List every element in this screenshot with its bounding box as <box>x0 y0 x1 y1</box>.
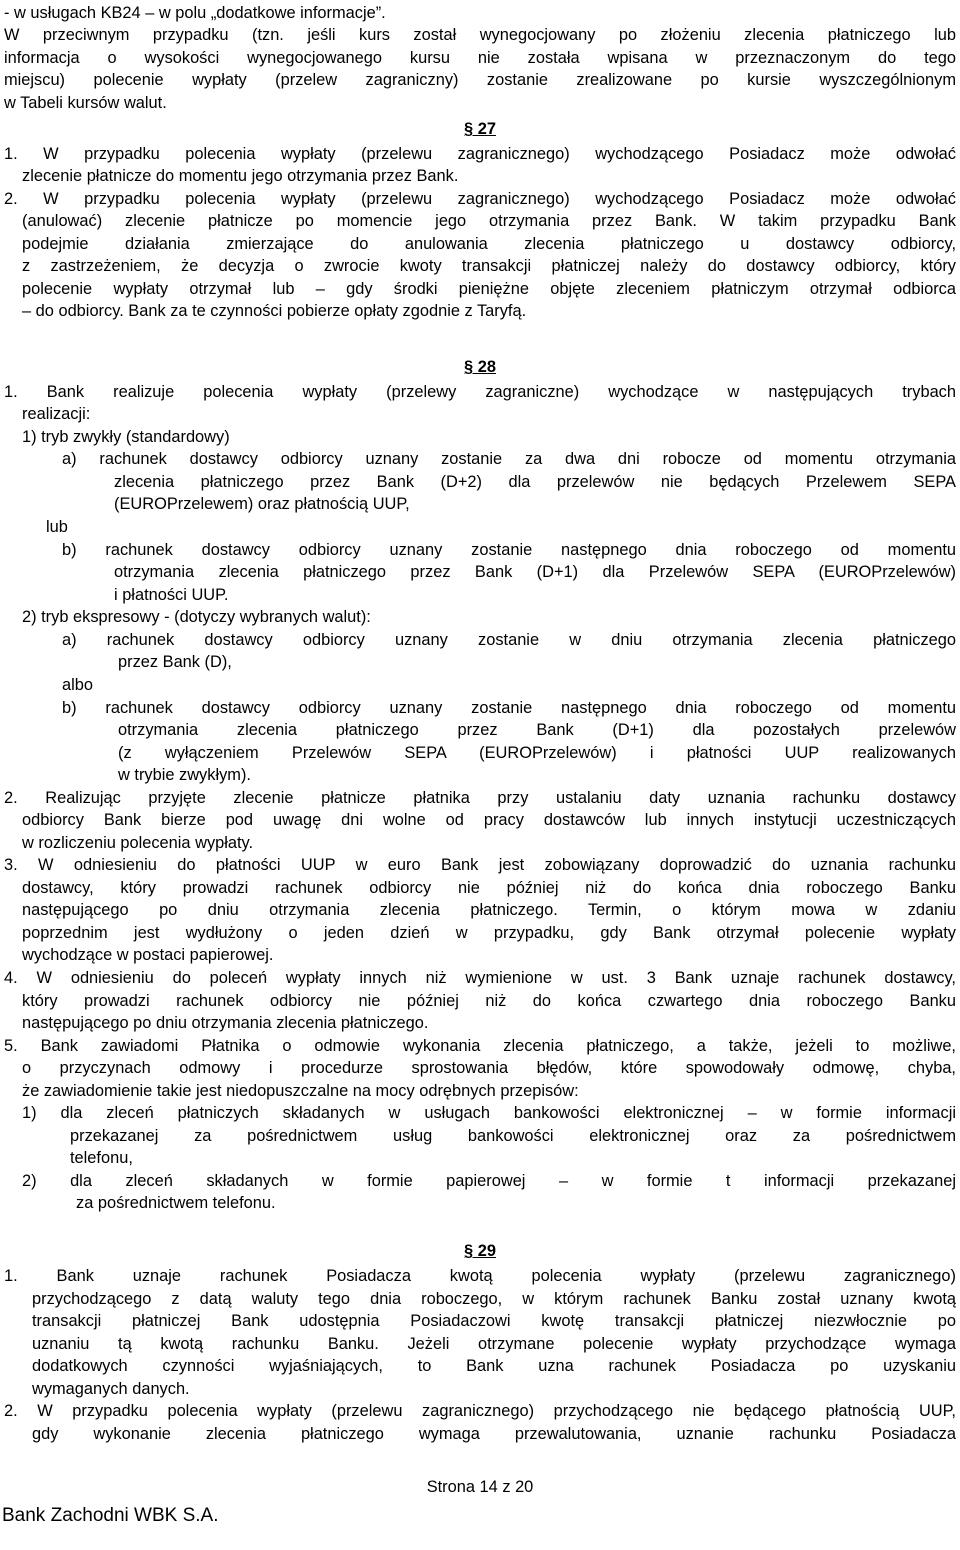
list-item: b) rachunek dostawcy odbiorcy uznany zostanie następnego dnia roboczego od momentu <box>62 699 956 717</box>
paragraph-line: 1. Bank realizuje polecenia wypłaty (przelewy zagraniczne) wychodzące w następujących trybach <box>4 383 956 401</box>
paragraph-line: który prowadzi rachunek odbiorcy nie później niż do końca czwartego dnia roboczego Banku <box>22 992 956 1010</box>
paragraph-line: – do odbiorcy. Bank za te czynności pobierze opłaty zgodnie z Taryfą. <box>22 302 527 320</box>
connector-word: albo <box>62 676 93 694</box>
bank-name: Bank Zachodni WBK S.A. <box>2 1505 219 1526</box>
page-number: Strona 14 z 20 <box>426 1478 534 1496</box>
paragraph-line: wymaganych danych. <box>32 1380 190 1398</box>
paragraph-line: 1. Bank uznaje rachunek Posiadacza kwotą polecenia wypłaty (przelewu zagranicznego) <box>4 1267 956 1285</box>
list-item: a) rachunek dostawcy odbiorcy uznany zostanie za dwa dni robocze od momentu otrzymania <box>62 450 956 468</box>
section-heading-28: § 28 <box>464 358 496 376</box>
list-item: 2) dla zleceń składanych w formie papierowej – w formie t informacji przekazanej <box>22 1172 956 1190</box>
paragraph-line: 2. Realizując przyjęte zlecenie płatnicze płatnika przy ustalaniu daty uznania rachunku dostawcy <box>4 789 956 807</box>
paragraph-line: odbiorcy Bank bierze pod uwagę dni wolne od pracy dostawców lub innych instytucji uczestniczących <box>22 811 956 829</box>
paragraph-line: transakcji płatniczej Bank udostępnia Posiadaczowi kwotę transakcji płatniczej niezwłocznie po <box>32 1312 956 1330</box>
list-item: telefonu, <box>70 1149 133 1167</box>
paragraph-line: 5. Bank zawiadomi Płatnika o odmowie wykonania zlecenia płatniczego, a także, jeżeli to możliwe, <box>4 1037 956 1055</box>
paragraph-line: zlecenie płatnicze do momentu jego otrzymania przez Bank. <box>22 167 459 185</box>
section-heading-29: § 29 <box>464 1242 496 1260</box>
list-item: 1) tryb zwykły (standardowy) <box>22 428 230 446</box>
list-item: 2) tryb ekspresowy - (dotyczy wybranych walut): <box>22 608 371 626</box>
paragraph-line: gdy wykonanie zlecenia płatniczego wymaga przewalutowania, uznanie rachunku Posiadacza <box>32 1425 956 1443</box>
paragraph-line: przychodzącego z datą waluty tego dnia roboczego, w którym rachunek Banku został uznany kwotą <box>32 1290 956 1308</box>
paragraph-line: dodatkowych czynności wyjaśniających, to Bank uzna rachunek Posiadacza po uzyskaniu <box>32 1357 956 1375</box>
paragraph-line: z zastrzeżeniem, że decyzja o zwrocie kwoty transakcji płatniczej należy do dostawcy odbiorcy, który <box>22 257 956 275</box>
list-item: za pośrednictwem telefonu. <box>76 1194 276 1212</box>
list-item: (EUROPrzelewem) oraz płatnością UUP, <box>114 495 410 513</box>
paragraph-line: 2. W przypadku polecenia wypłaty (przelewu zagranicznego) przychodzącego nie będącego płatnością UUP, <box>4 1402 956 1420</box>
list-item: przez Bank (D), <box>118 653 232 671</box>
intro-line: w Tabeli kursów walut. <box>4 94 167 112</box>
list-item: otrzymania zlecenia płatniczego przez Bank (D+1) dla pozostałych przelewów <box>118 721 956 739</box>
section-heading-27: § 27 <box>464 120 496 138</box>
list-item: 1) dla zleceń płatniczych składanych w usługach bankowości elektronicznej – w formie informacji <box>22 1104 956 1122</box>
list-item: (z wyłączeniem Przelewów SEPA (EUROPrzelewów) i płatności UUP realizowanych <box>118 744 956 762</box>
paragraph-line: 1. W przypadku polecenia wypłaty (przelewu zagranicznego) wychodzącego Posiadacz może odwołać <box>4 145 956 163</box>
list-item: w trybie zwykłym). <box>118 766 251 784</box>
paragraph-line: 4. W odniesieniu do poleceń wypłaty innych niż wymienione w ust. 3 Bank uznaje rachunek dostawcy, <box>4 969 956 987</box>
paragraph-line: podejmie działania zmierzające do anulowania zlecenia płatniczego u dostawcy odbiorcy, <box>22 235 956 253</box>
paragraph-line: o przyczynach odmowy i procedurze sprostowania błędów, które spowodowały odmowę, chyba, <box>22 1059 956 1077</box>
paragraph-line: następującego po dniu otrzymania zlecenia płatniczego. Termin, o którym mowa w zdaniu <box>22 901 956 919</box>
paragraph-line: wychodzące w postaci papierowej. <box>22 946 274 964</box>
list-item: a) rachunek dostawcy odbiorcy uznany zostanie w dniu otrzymania zlecenia płatniczego <box>62 631 956 649</box>
paragraph-line: realizacji: <box>22 405 91 423</box>
list-item: zlecenia płatniczego przez Bank (D+2) dla przelewów nie będących Przelewem SEPA <box>114 473 956 491</box>
paragraph-line: w rozliczeniu polecenia wypłaty. <box>22 834 254 852</box>
paragraph-line: 3. W odniesieniu do płatności UUP w euro Bank jest zobowiązany doprowadzić do uznania rachunku <box>4 856 956 874</box>
list-item: otrzymania zlecenia płatniczego przez Bank (D+1) dla Przelewów SEPA (EUROPrzelewów) <box>114 563 956 581</box>
paragraph-line: 2. W przypadku polecenia wypłaty (przelewu zagranicznego) wychodzącego Posiadacz może odwołać <box>4 190 956 208</box>
intro-line: miejscu) polecenie wypłaty (przelew zagraniczny) zostanie zrealizowane po kursie wyszczególnionym <box>4 71 956 89</box>
intro-line: - w usługach KB24 – w polu „dodatkowe informacje”. <box>4 4 386 22</box>
intro-line: W przeciwnym przypadku (tzn. jeśli kurs został wynegocjowany po złożeniu zlecenia płatniczego lub <box>4 26 956 44</box>
paragraph-line: (anulować) zlecenie płatnicze po momencie jego otrzymania przez Bank. W takim przypadku Bank <box>22 212 956 230</box>
paragraph-line: poprzednim jest wydłużony o jeden dzień w przypadku, gdy Bank otrzymał polecenie wypłaty <box>22 924 956 942</box>
paragraph-line: dostawcy, który prowadzi rachunek odbiorcy nie później niż do końca dnia roboczego Banku <box>22 879 956 897</box>
list-item: i płatności UUP. <box>114 586 229 604</box>
paragraph-line: polecenie wypłaty otrzymał lub – gdy środki pieniężne objęte zleceniem płatniczym otrzymał odbiorca <box>22 280 956 298</box>
paragraph-line: następującego po dniu otrzymania zlecenia płatniczego. <box>22 1014 429 1032</box>
intro-line: informacja o wysokości wynegocjowanego kursu nie została wpisana w przeznaczonym do tego <box>4 49 956 67</box>
paragraph-line: że zawiadomienie takie jest niedopuszczalne na mocy odrębnych przepisów: <box>22 1082 579 1100</box>
paragraph-line: uznaniu tą kwotą rachunku Banku. Jeżeli otrzymane polecenie wypłaty przychodzące wymaga <box>32 1335 956 1353</box>
list-item: przekazanej za pośrednictwem usług bankowości elektronicznej oraz za pośrednictwem <box>70 1127 956 1145</box>
connector-word: lub <box>46 518 68 536</box>
list-item: b) rachunek dostawcy odbiorcy uznany zostanie następnego dnia roboczego od momentu <box>62 541 956 559</box>
